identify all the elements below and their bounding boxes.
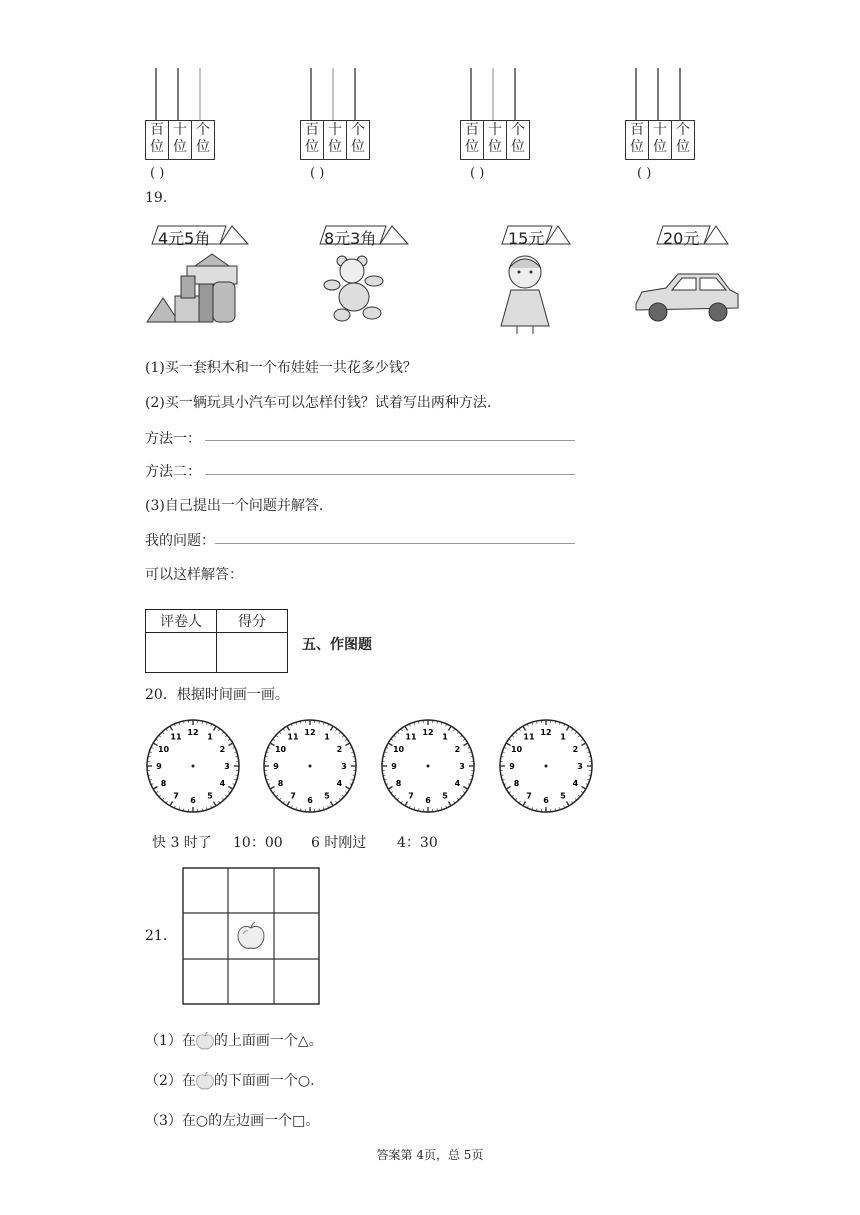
method1-answer-line[interactable] xyxy=(205,440,575,441)
clock-number: 2 xyxy=(572,745,579,754)
clock-number: 3 xyxy=(224,762,230,771)
clock-tick xyxy=(464,743,468,746)
abacus-answer-2: ( ) xyxy=(310,166,325,181)
clock-number: 8 xyxy=(395,779,402,788)
clock-tick xyxy=(515,732,517,734)
clock-number: 6 xyxy=(307,796,313,805)
clock-tick xyxy=(287,726,290,730)
clock-number: 11 xyxy=(523,732,535,742)
time-label-2: 10：00 xyxy=(233,835,283,851)
clock-tick xyxy=(567,802,570,806)
clock-number: 6 xyxy=(425,796,431,805)
clock-tick xyxy=(567,726,570,730)
building-blocks-image xyxy=(145,252,245,324)
price-tag-car xyxy=(655,224,730,246)
clock-tick xyxy=(464,787,468,790)
clock-number: 6 xyxy=(190,796,196,805)
q19-sub2: (2)买一辆玩具小汽车可以怎样付钱？试着写出两种方法. xyxy=(145,395,492,411)
apple-icon xyxy=(238,922,264,948)
clock-tick xyxy=(229,787,233,790)
clock-tick xyxy=(225,795,227,797)
clock-number: 10 xyxy=(392,745,405,754)
clock-number: 3 xyxy=(459,762,465,771)
clock-number: 5 xyxy=(207,791,213,801)
clock-tick xyxy=(578,795,580,797)
abacus-label-ones: 个 位 xyxy=(351,122,365,155)
clock-tick xyxy=(449,802,452,806)
abacus-answer-3: ( ) xyxy=(470,166,485,181)
score-table xyxy=(145,609,288,673)
grader-cell[interactable] xyxy=(146,633,217,673)
abacus-label-hundreds: 百 位 xyxy=(461,121,484,159)
clock-number: 12 xyxy=(540,728,552,737)
abacus-label-ones: 个 位 xyxy=(676,122,690,155)
clock-tick xyxy=(405,802,408,806)
clock-tick xyxy=(225,735,227,737)
clock-tick xyxy=(331,802,334,806)
q21-item-3: （3）在○的左边画一个□。 xyxy=(145,1113,320,1129)
abacus-1 xyxy=(145,68,225,163)
clock-center-dot xyxy=(309,765,312,768)
clock-number: 1 xyxy=(324,732,330,742)
time-label-3: 6 时刚过 xyxy=(311,835,367,851)
clock-tick xyxy=(575,798,577,800)
question-21-number: 21. xyxy=(145,928,168,944)
clock-tick xyxy=(460,735,462,737)
method2-answer-line[interactable] xyxy=(205,474,575,475)
clock-tick xyxy=(162,732,164,734)
clock-number: 10 xyxy=(510,745,523,754)
clock-number: 12 xyxy=(187,728,199,737)
clock-tick xyxy=(582,787,586,790)
clock-number: 7 xyxy=(408,791,414,801)
clock-number: 5 xyxy=(560,791,566,801)
clock-center-dot xyxy=(545,765,548,768)
clock-tick xyxy=(229,743,233,746)
clock-tick xyxy=(506,743,510,746)
clock-tick xyxy=(214,802,217,806)
clock-number: 4 xyxy=(572,779,579,788)
clock-tick xyxy=(388,787,392,790)
clock-tick xyxy=(153,743,157,746)
clock-center-dot xyxy=(192,765,195,768)
clock-tick xyxy=(270,787,274,790)
apple-icon xyxy=(196,1071,214,1091)
abacus-answer-4: ( ) xyxy=(637,166,652,181)
score-header: 得分 xyxy=(217,610,288,633)
page-footer: 答案第 4页，总 5页 xyxy=(376,1148,484,1162)
teddy-bear-image xyxy=(320,255,390,325)
clock-tick xyxy=(170,726,173,730)
clock-number: 7 xyxy=(526,791,532,801)
clock-tick xyxy=(457,798,459,800)
abacus-label-ones: 个 位 xyxy=(511,122,525,155)
my-question-answer-line[interactable] xyxy=(215,543,575,544)
clock-number: 1 xyxy=(442,732,448,742)
clock-tick xyxy=(279,732,281,734)
clock-tick xyxy=(162,798,164,800)
apple-icon xyxy=(196,1031,214,1051)
grader-header: 评卷人 xyxy=(146,610,217,633)
price-tag-bear xyxy=(318,224,410,246)
clock-tick xyxy=(512,795,514,797)
clock-tick xyxy=(394,795,396,797)
clock-face-2[interactable] xyxy=(262,718,358,814)
clock-tick xyxy=(523,726,526,730)
clock-number: 3 xyxy=(577,762,583,771)
method1-label: 方法一： xyxy=(145,431,201,447)
abacus-label-tens: 十 位 xyxy=(649,121,672,159)
score-cell[interactable] xyxy=(217,633,288,673)
clock-number: 9 xyxy=(509,762,515,771)
time-label-1: 快 3 时了 xyxy=(152,835,212,851)
clock-tick xyxy=(515,798,517,800)
abacus-4 xyxy=(625,68,705,163)
clock-number: 1 xyxy=(560,732,566,742)
section5-title: 五、作图题 xyxy=(302,637,372,653)
clock-tick xyxy=(159,795,161,797)
clock-number: 2 xyxy=(219,745,226,754)
doll-image xyxy=(495,250,555,336)
abacus-label-hundreds: 百 位 xyxy=(626,121,649,159)
clock-tick xyxy=(222,732,224,734)
clock-tick xyxy=(276,795,278,797)
clock-number: 3 xyxy=(341,762,347,771)
price-tag-doll xyxy=(500,224,572,246)
q19-sub3: (3)自己提出一个问题并解答. xyxy=(145,498,324,514)
clock-number: 12 xyxy=(422,728,434,737)
clock-center-dot xyxy=(427,765,430,768)
method2-label: 方法二： xyxy=(145,464,201,480)
clock-number: 9 xyxy=(156,762,162,771)
clock-tick xyxy=(523,802,526,806)
q21-item-2: （2）在 的下面画一个○. xyxy=(145,1073,315,1089)
clock-number: 7 xyxy=(173,791,179,801)
three-by-three-grid[interactable] xyxy=(182,867,320,1005)
clock-number: 7 xyxy=(290,791,296,801)
clock-number: 8 xyxy=(513,779,520,788)
clock-face-4[interactable] xyxy=(498,718,594,814)
clock-tick xyxy=(339,798,341,800)
solve-label: 可以这样解答： xyxy=(145,567,243,583)
clock-number: 4 xyxy=(219,779,226,788)
clock-tick xyxy=(397,798,399,800)
abacus-2 xyxy=(300,68,380,163)
clock-tick xyxy=(279,798,281,800)
clock-tick xyxy=(342,795,344,797)
clock-tick xyxy=(457,732,459,734)
clock-number: 4 xyxy=(454,779,461,788)
clock-number: 2 xyxy=(454,745,461,754)
clock-number: 10 xyxy=(157,745,170,754)
clock-number: 9 xyxy=(273,762,279,771)
clock-tick xyxy=(449,726,452,730)
clock-face-1[interactable] xyxy=(145,718,241,814)
clock-tick xyxy=(339,732,341,734)
clock-number: 8 xyxy=(277,779,284,788)
clock-number: 5 xyxy=(324,791,330,801)
q21-item-1: （1）在 的上面画一个△。 xyxy=(145,1033,323,1049)
clock-number: 2 xyxy=(336,745,343,754)
clock-tick xyxy=(331,726,334,730)
clock-tick xyxy=(287,802,290,806)
clock-tick xyxy=(346,743,350,746)
time-label-4: 4：30 xyxy=(397,835,438,851)
price-label: 8元3角 xyxy=(324,229,377,248)
clock-tick xyxy=(153,787,157,790)
clock-tick xyxy=(276,735,278,737)
clock-number: 10 xyxy=(274,745,287,754)
clock-tick xyxy=(270,743,274,746)
clock-tick xyxy=(582,743,586,746)
abacus-label-tens: 十 位 xyxy=(324,121,347,159)
clock-tick xyxy=(342,735,344,737)
clock-number: 1 xyxy=(207,732,213,742)
clock-tick xyxy=(159,735,161,737)
clock-tick xyxy=(512,735,514,737)
clock-number: 12 xyxy=(304,728,316,737)
clock-number: 11 xyxy=(405,732,417,742)
price-label: 4元5角 xyxy=(158,229,211,248)
abacus-label-tens: 十 位 xyxy=(169,121,192,159)
price-tag-blocks xyxy=(150,224,250,246)
clock-tick xyxy=(346,787,350,790)
q20-text: 20．根据时间画一画。 xyxy=(145,687,289,703)
clock-tick xyxy=(394,735,396,737)
clock-number: 11 xyxy=(170,732,182,742)
abacus-answer-1: ( ) xyxy=(150,166,165,181)
clock-tick xyxy=(170,802,173,806)
question-19-number: 19. xyxy=(145,190,168,206)
clock-number: 5 xyxy=(442,791,448,801)
clock-tick xyxy=(405,726,408,730)
abacus-label-hundreds: 百 位 xyxy=(146,121,169,159)
abacus-3 xyxy=(460,68,540,163)
price-label: 20元 xyxy=(663,229,700,248)
clock-number: 9 xyxy=(391,762,397,771)
abacus-label-hundreds: 百 位 xyxy=(301,121,324,159)
q19-sub1: (1)买一套积木和一个布娃娃一共花多少钱？ xyxy=(145,360,417,376)
clock-number: 11 xyxy=(287,732,299,742)
clock-tick xyxy=(575,732,577,734)
clock-tick xyxy=(578,735,580,737)
clock-tick xyxy=(388,743,392,746)
clock-face-3[interactable] xyxy=(380,718,476,814)
abacus-label-tens: 十 位 xyxy=(484,121,507,159)
clock-tick xyxy=(214,726,217,730)
clock-number: 8 xyxy=(160,779,167,788)
abacus-label-ones: 个 位 xyxy=(196,122,210,155)
clock-number: 6 xyxy=(543,796,549,805)
clock-number: 4 xyxy=(336,779,343,788)
clock-tick xyxy=(222,798,224,800)
price-label: 15元 xyxy=(508,229,545,248)
my-question-label: 我的问题： xyxy=(145,533,215,549)
clock-tick xyxy=(460,795,462,797)
toy-car-image xyxy=(632,268,742,326)
clock-tick xyxy=(397,732,399,734)
clock-tick xyxy=(506,787,510,790)
